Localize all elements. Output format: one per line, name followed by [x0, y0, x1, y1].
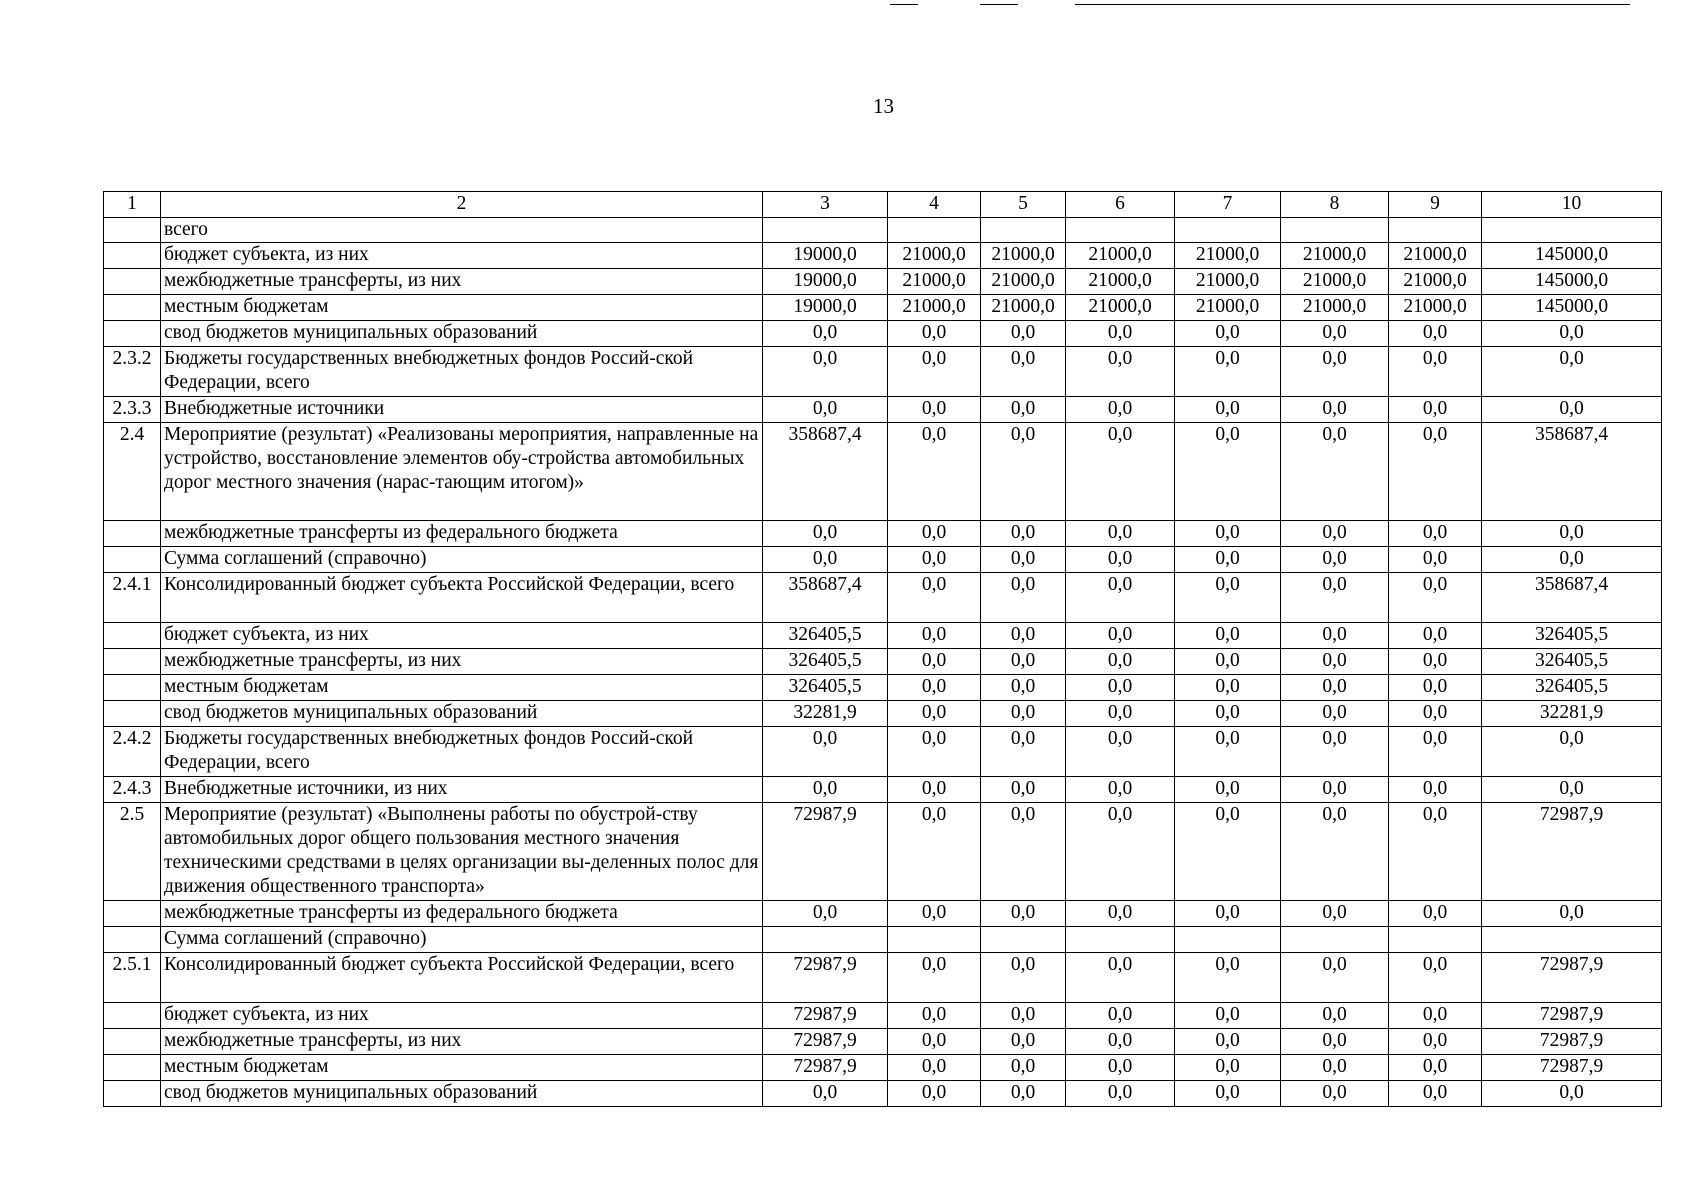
row-name: всего	[161, 218, 763, 243]
value-cell: 0,0	[1389, 547, 1482, 573]
value-cell: 21000,0	[981, 295, 1066, 321]
value-cell: 0,0	[1066, 1003, 1175, 1029]
table-row	[104, 701, 1662, 727]
value-cell: 21000,0	[981, 269, 1066, 295]
table-row	[104, 803, 1662, 901]
value-cell: 0,0	[1281, 547, 1389, 573]
value-cell: 0,0	[888, 803, 981, 901]
row-name: бюджет субъекта, из них	[161, 243, 763, 269]
value-cell: 0,0	[1389, 649, 1482, 675]
row-code	[104, 927, 161, 953]
value-cell: 21000,0	[981, 243, 1066, 269]
value-cell: 21000,0	[1175, 269, 1281, 295]
value-cell: 0,0	[1389, 623, 1482, 649]
row-name: Внебюджетные источники	[161, 397, 763, 423]
value-cell: 0,0	[981, 423, 1066, 521]
value-cell: 0,0	[981, 675, 1066, 701]
value-cell: 0,0	[1066, 727, 1175, 777]
value-cell: 32281,9	[763, 701, 888, 727]
row-code: 2.5	[104, 803, 161, 901]
value-cell	[981, 218, 1066, 243]
value-cell: 21000,0	[1175, 295, 1281, 321]
value-cell: 0,0	[888, 1081, 981, 1107]
row-name: местным бюджетам	[161, 675, 763, 701]
value-cell	[1389, 927, 1482, 953]
table-row	[104, 547, 1662, 573]
value-cell: 72987,9	[1482, 1029, 1662, 1055]
value-cell: 0,0	[1281, 675, 1389, 701]
row-name: Мероприятие (результат) «Выполнены работы по обустрой-ству автомобильных дорог общего пользования местного значения техническими средствами в целях организации вы-деленных полос для движения общественного транспорта»	[161, 803, 763, 901]
value-cell: 326405,5	[1482, 675, 1662, 701]
value-cell: 0,0	[1482, 727, 1662, 777]
value-cell: 0,0	[981, 701, 1066, 727]
value-cell	[1482, 218, 1662, 243]
value-cell: 0,0	[981, 521, 1066, 547]
table-row	[104, 269, 1662, 295]
value-cell: 0,0	[1066, 521, 1175, 547]
value-cell: 0,0	[763, 777, 888, 803]
value-cell: 0,0	[1482, 901, 1662, 927]
row-name: Сумма соглашений (справочно)	[161, 927, 763, 953]
value-cell: 0,0	[1175, 521, 1281, 547]
value-cell: 19000,0	[763, 243, 888, 269]
value-cell: 0,0	[981, 623, 1066, 649]
value-cell: 72987,9	[763, 1029, 888, 1055]
table-row	[104, 573, 1662, 623]
row-code: 2.3.3	[104, 397, 161, 423]
value-cell: 21000,0	[1281, 295, 1389, 321]
table-row	[104, 295, 1662, 321]
row-name: межбюджетные трансферты из федерального бюджета	[161, 521, 763, 547]
value-cell: 0,0	[1066, 649, 1175, 675]
value-cell: 72987,9	[1482, 1055, 1662, 1081]
table-row	[104, 1003, 1662, 1029]
value-cell: 0,0	[981, 1055, 1066, 1081]
row-name: Мероприятие (результат) «Реализованы мероприятия, направленные на устройство, восстановление элементов обу-стройства автомобильных дорог местного значения (нарас-тающим итогом)»	[161, 423, 763, 521]
value-cell	[981, 927, 1066, 953]
value-cell: 145000,0	[1482, 243, 1662, 269]
value-cell: 0,0	[1281, 623, 1389, 649]
value-cell: 0,0	[1066, 1081, 1175, 1107]
value-cell	[888, 218, 981, 243]
value-cell: 358687,4	[1482, 573, 1662, 623]
value-cell: 0,0	[1389, 1055, 1482, 1081]
row-code	[104, 218, 161, 243]
value-cell: 0,0	[1281, 1029, 1389, 1055]
value-cell: 0,0	[1066, 901, 1175, 927]
value-cell: 0,0	[1389, 1081, 1482, 1107]
value-cell: 326405,5	[763, 675, 888, 701]
value-cell: 0,0	[763, 397, 888, 423]
row-code	[104, 675, 161, 701]
value-cell: 0,0	[888, 347, 981, 397]
value-cell: 0,0	[1175, 701, 1281, 727]
row-code	[104, 521, 161, 547]
value-cell: 0,0	[1389, 777, 1482, 803]
value-cell: 0,0	[763, 347, 888, 397]
row-code	[104, 901, 161, 927]
value-cell: 0,0	[1175, 547, 1281, 573]
value-cell: 0,0	[888, 1029, 981, 1055]
row-code	[104, 547, 161, 573]
value-cell: 0,0	[888, 701, 981, 727]
value-cell: 0,0	[981, 573, 1066, 623]
value-cell: 0,0	[981, 347, 1066, 397]
value-cell: 21000,0	[1389, 269, 1482, 295]
table-row	[104, 521, 1662, 547]
header-cell: 5	[981, 192, 1066, 218]
value-cell: 21000,0	[888, 295, 981, 321]
value-cell: 0,0	[888, 727, 981, 777]
table-row	[104, 623, 1662, 649]
value-cell	[1066, 218, 1175, 243]
value-cell: 72987,9	[1482, 953, 1662, 1003]
value-cell: 0,0	[888, 1055, 981, 1081]
value-cell: 0,0	[981, 777, 1066, 803]
value-cell	[1281, 218, 1389, 243]
value-cell	[1482, 927, 1662, 953]
value-cell: 0,0	[1175, 1055, 1281, 1081]
row-code	[104, 295, 161, 321]
value-cell: 0,0	[1281, 701, 1389, 727]
table-row	[104, 927, 1662, 953]
table-row	[104, 953, 1662, 1003]
value-cell: 0,0	[1175, 1003, 1281, 1029]
value-cell	[763, 218, 888, 243]
value-cell: 0,0	[1066, 803, 1175, 901]
value-cell: 21000,0	[1389, 295, 1482, 321]
value-cell: 0,0	[1389, 701, 1482, 727]
value-cell: 0,0	[981, 547, 1066, 573]
value-cell: 0,0	[1281, 649, 1389, 675]
value-cell: 0,0	[1281, 573, 1389, 623]
value-cell: 0,0	[1281, 953, 1389, 1003]
value-cell: 21000,0	[1281, 243, 1389, 269]
table-row	[104, 321, 1662, 347]
value-cell: 32281,9	[1482, 701, 1662, 727]
value-cell: 0,0	[888, 397, 981, 423]
value-cell: 21000,0	[1066, 295, 1175, 321]
value-cell: 0,0	[1389, 347, 1482, 397]
value-cell: 0,0	[888, 423, 981, 521]
value-cell: 72987,9	[1482, 803, 1662, 901]
value-cell: 0,0	[981, 803, 1066, 901]
value-cell: 0,0	[888, 623, 981, 649]
value-cell	[888, 927, 981, 953]
row-name: Сумма соглашений (справочно)	[161, 547, 763, 573]
value-cell: 0,0	[981, 1081, 1066, 1107]
value-cell: 358687,4	[1482, 423, 1662, 521]
row-code	[104, 269, 161, 295]
value-cell: 0,0	[1389, 423, 1482, 521]
value-cell: 0,0	[888, 953, 981, 1003]
value-cell	[1066, 927, 1175, 953]
scan-line	[980, 4, 1018, 5]
row-name: местным бюджетам	[161, 295, 763, 321]
header-cell: 3	[763, 192, 888, 218]
row-name: межбюджетные трансферты из федерального бюджета	[161, 901, 763, 927]
value-cell: 0,0	[1482, 521, 1662, 547]
value-cell: 0,0	[1175, 423, 1281, 521]
header-cell: 10	[1482, 192, 1662, 218]
value-cell: 0,0	[763, 321, 888, 347]
value-cell: 0,0	[1066, 623, 1175, 649]
header-cell: 4	[888, 192, 981, 218]
table-row	[104, 218, 1662, 243]
row-name: свод бюджетов муниципальных образований	[161, 1081, 763, 1107]
table-row	[104, 901, 1662, 927]
row-code	[104, 649, 161, 675]
row-name: Бюджеты государственных внебюджетных фондов Россий-ской Федерации, всего	[161, 347, 763, 397]
value-cell: 0,0	[1281, 321, 1389, 347]
value-cell: 0,0	[1389, 727, 1482, 777]
value-cell: 0,0	[981, 397, 1066, 423]
value-cell	[1175, 927, 1281, 953]
row-name: местным бюджетам	[161, 1055, 763, 1081]
value-cell: 0,0	[1389, 1029, 1482, 1055]
value-cell: 0,0	[981, 953, 1066, 1003]
value-cell: 326405,5	[763, 623, 888, 649]
value-cell: 0,0	[1066, 1055, 1175, 1081]
value-cell: 0,0	[1482, 321, 1662, 347]
value-cell: 0,0	[981, 321, 1066, 347]
value-cell: 0,0	[888, 1003, 981, 1029]
value-cell	[1175, 218, 1281, 243]
value-cell: 358687,4	[763, 423, 888, 521]
value-cell: 21000,0	[888, 243, 981, 269]
value-cell: 0,0	[1389, 521, 1482, 547]
value-cell: 21000,0	[1175, 243, 1281, 269]
budget-table	[103, 191, 1662, 1107]
value-cell: 0,0	[1175, 1029, 1281, 1055]
row-code	[104, 243, 161, 269]
header-cell: 6	[1066, 192, 1175, 218]
scan-line	[890, 4, 918, 5]
value-cell: 0,0	[1482, 347, 1662, 397]
value-cell: 0,0	[981, 901, 1066, 927]
table-row	[104, 397, 1662, 423]
value-cell: 0,0	[1281, 347, 1389, 397]
value-cell: 21000,0	[1066, 243, 1175, 269]
value-cell: 0,0	[1175, 623, 1281, 649]
table-row	[104, 675, 1662, 701]
table-row	[104, 243, 1662, 269]
value-cell: 0,0	[1175, 397, 1281, 423]
value-cell: 19000,0	[763, 295, 888, 321]
value-cell: 326405,5	[1482, 649, 1662, 675]
value-cell: 21000,0	[1389, 243, 1482, 269]
value-cell: 0,0	[1389, 901, 1482, 927]
value-cell: 326405,5	[1482, 623, 1662, 649]
value-cell: 145000,0	[1482, 269, 1662, 295]
value-cell	[1389, 218, 1482, 243]
value-cell: 0,0	[1175, 649, 1281, 675]
value-cell: 0,0	[1175, 347, 1281, 397]
table-row	[104, 777, 1662, 803]
value-cell: 21000,0	[888, 269, 981, 295]
row-code	[104, 321, 161, 347]
value-cell	[763, 927, 888, 953]
value-cell: 0,0	[1175, 321, 1281, 347]
header-cell: 8	[1281, 192, 1389, 218]
value-cell: 0,0	[1482, 777, 1662, 803]
row-code	[104, 701, 161, 727]
row-code	[104, 1029, 161, 1055]
value-cell: 0,0	[888, 901, 981, 927]
value-cell: 0,0	[1389, 1003, 1482, 1029]
row-code	[104, 623, 161, 649]
value-cell: 0,0	[888, 649, 981, 675]
row-name: Внебюджетные источники, из них	[161, 777, 763, 803]
header-cell: 1	[104, 192, 161, 218]
value-cell: 0,0	[1175, 675, 1281, 701]
table-row	[104, 727, 1662, 777]
value-cell: 0,0	[981, 649, 1066, 675]
row-code	[104, 1081, 161, 1107]
value-cell: 0,0	[1389, 397, 1482, 423]
row-code: 2.5.1	[104, 953, 161, 1003]
row-name: Бюджеты государственных внебюджетных фондов Россий-ской Федерации, всего	[161, 727, 763, 777]
header-cell: 9	[1389, 192, 1482, 218]
value-cell: 0,0	[1389, 675, 1482, 701]
value-cell: 0,0	[981, 727, 1066, 777]
value-cell: 0,0	[1066, 573, 1175, 623]
value-cell: 0,0	[1175, 777, 1281, 803]
table-row	[104, 649, 1662, 675]
value-cell: 0,0	[1066, 321, 1175, 347]
value-cell: 0,0	[763, 1081, 888, 1107]
value-cell: 72987,9	[763, 803, 888, 901]
value-cell: 0,0	[1066, 675, 1175, 701]
value-cell: 0,0	[1281, 1081, 1389, 1107]
value-cell: 0,0	[1281, 901, 1389, 927]
value-cell: 0,0	[1281, 397, 1389, 423]
value-cell: 0,0	[1482, 547, 1662, 573]
value-cell: 0,0	[1066, 953, 1175, 1003]
value-cell: 0,0	[1281, 1055, 1389, 1081]
value-cell: 21000,0	[1281, 269, 1389, 295]
value-cell: 72987,9	[763, 1055, 888, 1081]
value-cell: 72987,9	[763, 953, 888, 1003]
value-cell: 0,0	[1066, 397, 1175, 423]
value-cell: 0,0	[1066, 777, 1175, 803]
header-cell: 7	[1175, 192, 1281, 218]
value-cell: 21000,0	[1066, 269, 1175, 295]
value-cell: 0,0	[888, 573, 981, 623]
row-name: межбюджетные трансферты, из них	[161, 269, 763, 295]
row-name: свод бюджетов муниципальных образований	[161, 701, 763, 727]
row-code: 2.4.2	[104, 727, 161, 777]
header-cell: 2	[161, 192, 763, 218]
value-cell: 72987,9	[1482, 1003, 1662, 1029]
value-cell: 19000,0	[763, 269, 888, 295]
value-cell: 0,0	[1066, 1029, 1175, 1055]
value-cell: 72987,9	[763, 1003, 888, 1029]
value-cell: 0,0	[763, 901, 888, 927]
value-cell: 0,0	[1482, 397, 1662, 423]
value-cell: 0,0	[1389, 321, 1482, 347]
value-cell: 145000,0	[1482, 295, 1662, 321]
scan-line	[1075, 4, 1630, 5]
value-cell: 0,0	[981, 1003, 1066, 1029]
value-cell: 0,0	[1482, 1081, 1662, 1107]
table-body	[104, 192, 1662, 1107]
value-cell: 0,0	[1281, 521, 1389, 547]
value-cell: 0,0	[763, 727, 888, 777]
value-cell: 0,0	[888, 777, 981, 803]
row-name: бюджет субъекта, из них	[161, 1003, 763, 1029]
row-code: 2.4.3	[104, 777, 161, 803]
value-cell: 0,0	[1066, 347, 1175, 397]
value-cell: 0,0	[1175, 803, 1281, 901]
value-cell: 0,0	[1175, 901, 1281, 927]
value-cell: 0,0	[1389, 953, 1482, 1003]
row-name: бюджет субъекта, из них	[161, 623, 763, 649]
value-cell: 326405,5	[763, 649, 888, 675]
value-cell: 0,0	[888, 675, 981, 701]
value-cell: 0,0	[1389, 803, 1482, 901]
value-cell	[1281, 927, 1389, 953]
value-cell: 0,0	[888, 321, 981, 347]
row-name: Консолидированный бюджет субъекта Российской Федерации, всего	[161, 573, 763, 623]
row-name: свод бюджетов муниципальных образований	[161, 321, 763, 347]
table-row	[104, 347, 1662, 397]
value-cell: 0,0	[1066, 423, 1175, 521]
row-name: Консолидированный бюджет субъекта Российской Федерации, всего	[161, 953, 763, 1003]
value-cell: 0,0	[763, 521, 888, 547]
value-cell: 0,0	[1175, 573, 1281, 623]
value-cell: 0,0	[1281, 803, 1389, 901]
value-cell: 0,0	[1281, 777, 1389, 803]
value-cell: 0,0	[1281, 1003, 1389, 1029]
row-code	[104, 1055, 161, 1081]
table-row	[104, 1081, 1662, 1107]
table-row	[104, 1055, 1662, 1081]
value-cell: 0,0	[1066, 701, 1175, 727]
row-code: 2.4	[104, 423, 161, 521]
row-code	[104, 1003, 161, 1029]
page-number: 13	[873, 94, 894, 118]
row-code: 2.3.2	[104, 347, 161, 397]
value-cell: 0,0	[981, 1029, 1066, 1055]
value-cell: 0,0	[1175, 1081, 1281, 1107]
value-cell: 0,0	[1281, 423, 1389, 521]
row-code: 2.4.1	[104, 573, 161, 623]
value-cell: 0,0	[888, 547, 981, 573]
value-cell: 0,0	[1175, 953, 1281, 1003]
table-row	[104, 423, 1662, 521]
value-cell: 0,0	[1389, 573, 1482, 623]
row-name: межбюджетные трансферты, из них	[161, 649, 763, 675]
value-cell: 0,0	[763, 547, 888, 573]
header-row	[104, 192, 1662, 218]
value-cell: 0,0	[1066, 547, 1175, 573]
row-name: межбюджетные трансферты, из них	[161, 1029, 763, 1055]
value-cell: 0,0	[888, 521, 981, 547]
value-cell: 0,0	[1281, 727, 1389, 777]
value-cell: 0,0	[1175, 727, 1281, 777]
value-cell: 358687,4	[763, 573, 888, 623]
table-row	[104, 1029, 1662, 1055]
